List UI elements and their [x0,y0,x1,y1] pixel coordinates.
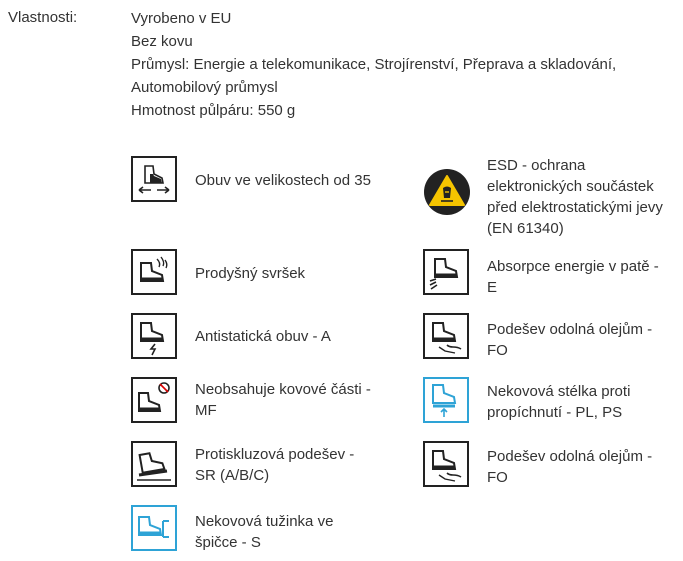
feature-breathable: Prodyšný svršek [195,265,306,282]
anti-slip-icon [131,441,177,487]
properties-list [131,7,676,122]
oil-resistant-sole-icon [423,313,469,359]
feature-oil-resistant-2: Podešev odolná olejům - FO [487,448,653,486]
feature-energy-absorption: Absorpce energie v patě - E [487,258,659,296]
feature-anti-puncture: Nekovová stélka proti propíchnutí - PL, PS [487,383,631,421]
property-made-in: Vyrobeno v EU [131,10,232,27]
anti-puncture-insole-icon [423,377,469,423]
no-metal-icon [131,377,177,423]
feature-toe-cap: Nekovová tužinka ve špičce - S [195,513,334,551]
breathable-upper-icon [131,249,177,295]
feature-antistatic: Antistatická obuv - A [195,328,331,345]
property-metal-free: Bez kovu [131,33,193,50]
oil-resistant-sole-icon [423,441,469,487]
property-industry: Průmysl: Energie a telekomunikace, Strojírenství, Přeprava a skladování, [131,56,617,73]
property-industry-cont: Automobilový průmysl [131,79,278,96]
esd-warning-icon [423,168,471,216]
toe-cap-icon [131,505,177,551]
antistatic-shoe-icon [131,313,177,359]
feature-oil-resistant-1: Podešev odolná olejům - FO [487,321,653,359]
feature-no-metal: Neobsahuje kovové části - MF [195,381,371,419]
feature-shoe-size: Obuv ve velikostech od 35 [195,172,371,189]
heel-energy-absorption-icon [423,249,469,295]
feature-esd: ESD - ochrana elektronických součástek před elektrostatickými jevy (EN 61340) [487,157,663,237]
property-weight: Hmotnost půlpáru: 550 g [131,102,296,119]
feature-anti-slip: Protiskluzová podešev - SR (A/B/C) [195,446,355,484]
properties-label: Vlastnosti: [8,9,78,26]
shoe-size-icon [131,156,177,202]
